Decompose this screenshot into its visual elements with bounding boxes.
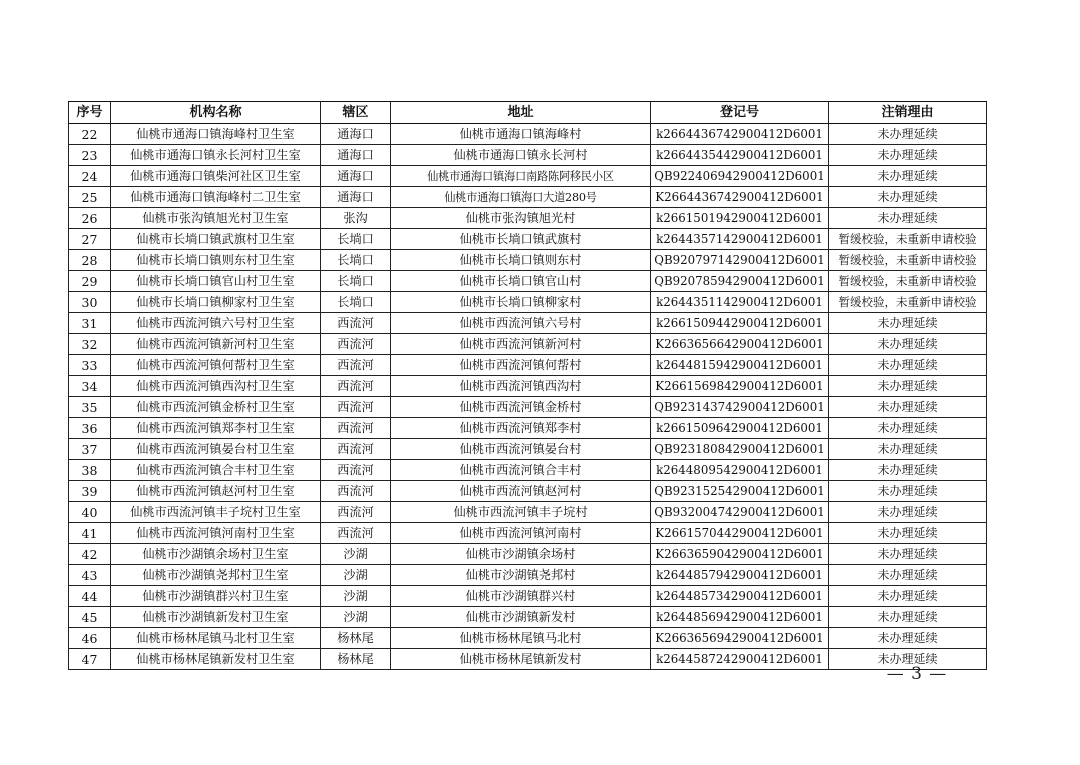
cell-institution-name: 仙桃市沙湖镇新发村卫生室 — [111, 607, 321, 628]
cell-index: 29 — [69, 271, 111, 292]
cell-index: 42 — [69, 544, 111, 565]
table-row — [69, 649, 987, 670]
cell-address: 仙桃市西流河镇西沟村 — [391, 376, 651, 397]
cell-index: 23 — [69, 145, 111, 166]
cell-cancellation-reason: 暂缓校验，未重新申请校验 — [829, 292, 987, 313]
header-index: 序号 — [69, 102, 111, 124]
cell-registration-number: QB923180842900412D6001 — [651, 439, 829, 460]
cell-address: 仙桃市西流河镇晏台村 — [391, 439, 651, 460]
cell-district: 西流河 — [321, 355, 391, 376]
cell-index: 41 — [69, 523, 111, 544]
cell-registration-number: k2661509642900412D6001 — [651, 418, 829, 439]
cell-institution-name: 仙桃市西流河镇新河村卫生室 — [111, 334, 321, 355]
cell-index: 24 — [69, 166, 111, 187]
cell-institution-name: 仙桃市通海口镇柴河社区卫生室 — [111, 166, 321, 187]
cell-district: 通海口 — [321, 166, 391, 187]
cell-cancellation-reason: 未办理延续 — [829, 586, 987, 607]
cell-address: 仙桃市通海口镇海口南路陈阿移民小区 — [391, 166, 651, 187]
cell-address: 仙桃市长埫口镇官山村 — [391, 271, 651, 292]
cell-address: 仙桃市西流河镇郑李村 — [391, 418, 651, 439]
table-row — [69, 397, 987, 418]
cell-cancellation-reason: 未办理延续 — [829, 397, 987, 418]
cell-registration-number: k2644587242900412D6001 — [651, 649, 829, 670]
cell-institution-name: 仙桃市长埫口镇武旗村卫生室 — [111, 229, 321, 250]
cell-district: 沙湖 — [321, 607, 391, 628]
table-row — [69, 565, 987, 586]
cell-institution-name: 仙桃市西流河镇何帮村卫生室 — [111, 355, 321, 376]
table-row — [69, 187, 987, 208]
cell-institution-name: 仙桃市西流河镇金桥村卫生室 — [111, 397, 321, 418]
cell-index: 28 — [69, 250, 111, 271]
cell-index: 30 — [69, 292, 111, 313]
cell-address: 仙桃市西流河镇六号村 — [391, 313, 651, 334]
cell-institution-name: 仙桃市沙湖镇余场村卫生室 — [111, 544, 321, 565]
table-row — [69, 418, 987, 439]
cell-cancellation-reason: 未办理延续 — [829, 418, 987, 439]
cell-registration-number: QB923143742900412D6001 — [651, 397, 829, 418]
cell-registration-number: k2644857342900412D6001 — [651, 586, 829, 607]
table-row — [69, 460, 987, 481]
cell-address: 仙桃市沙湖镇新发村 — [391, 607, 651, 628]
cell-address: 仙桃市长埫口镇柳家村 — [391, 292, 651, 313]
cell-cancellation-reason: 暂缓校验，未重新申请校验 — [829, 271, 987, 292]
cell-institution-name: 仙桃市通海口镇海峰村二卫生室 — [111, 187, 321, 208]
cell-registration-number: k2644857942900412D6001 — [651, 565, 829, 586]
cell-district: 杨林尾 — [321, 628, 391, 649]
cell-district: 西流河 — [321, 418, 391, 439]
cell-district: 沙湖 — [321, 586, 391, 607]
table-row — [69, 607, 987, 628]
cell-address: 仙桃市西流河镇河南村 — [391, 523, 651, 544]
cell-registration-number: k2644809542900412D6001 — [651, 460, 829, 481]
cell-cancellation-reason: 未办理延续 — [829, 145, 987, 166]
cell-index: 46 — [69, 628, 111, 649]
cell-institution-name: 仙桃市沙湖镇群兴村卫生室 — [111, 586, 321, 607]
cell-institution-name: 仙桃市西流河镇丰子垸村卫生室 — [111, 502, 321, 523]
table-row — [69, 523, 987, 544]
cell-address: 仙桃市杨林尾镇新发村 — [391, 649, 651, 670]
cell-index: 44 — [69, 586, 111, 607]
cell-registration-number: QB922406942900412D6001 — [651, 166, 829, 187]
cell-cancellation-reason: 未办理延续 — [829, 439, 987, 460]
header-cancellation-reason: 注销理由 — [829, 102, 987, 124]
cell-cancellation-reason: 暂缓校验，未重新申请校验 — [829, 250, 987, 271]
cell-index: 43 — [69, 565, 111, 586]
deregistration-table — [68, 101, 987, 670]
cell-address: 仙桃市通海口镇海峰村 — [391, 124, 651, 145]
cell-registration-number: K2663656942900412D6001 — [651, 628, 829, 649]
cell-district: 西流河 — [321, 334, 391, 355]
cell-district: 西流河 — [321, 460, 391, 481]
cell-index: 40 — [69, 502, 111, 523]
cell-registration-number: K2661569842900412D6001 — [651, 376, 829, 397]
cell-cancellation-reason: 未办理延续 — [829, 607, 987, 628]
cell-institution-name: 仙桃市西流河镇赵河村卫生室 — [111, 481, 321, 502]
cell-address: 仙桃市西流河镇赵河村 — [391, 481, 651, 502]
cell-index: 31 — [69, 313, 111, 334]
cell-institution-name: 仙桃市长埫口镇官山村卫生室 — [111, 271, 321, 292]
cell-cancellation-reason: 未办理延续 — [829, 481, 987, 502]
cell-district: 西流河 — [321, 481, 391, 502]
cell-registration-number: k2661501942900412D6001 — [651, 208, 829, 229]
cell-index: 35 — [69, 397, 111, 418]
header-row — [69, 102, 987, 124]
cell-district: 西流河 — [321, 313, 391, 334]
cell-address: 仙桃市长埫口镇则东村 — [391, 250, 651, 271]
header-institution-name: 机构名称 — [111, 102, 321, 124]
cell-district: 沙湖 — [321, 565, 391, 586]
cell-district: 张沟 — [321, 208, 391, 229]
cell-index: 39 — [69, 481, 111, 502]
cell-district: 长埫口 — [321, 271, 391, 292]
table-row — [69, 586, 987, 607]
table-row — [69, 250, 987, 271]
cell-institution-name: 仙桃市西流河镇郑李村卫生室 — [111, 418, 321, 439]
cell-district: 通海口 — [321, 187, 391, 208]
cell-address: 仙桃市西流河镇何帮村 — [391, 355, 651, 376]
cell-institution-name: 仙桃市西流河镇合丰村卫生室 — [111, 460, 321, 481]
cell-cancellation-reason: 未办理延续 — [829, 334, 987, 355]
cell-registration-number: k2644357142900412D6001 — [651, 229, 829, 250]
cell-index: 45 — [69, 607, 111, 628]
cell-index: 38 — [69, 460, 111, 481]
table-row — [69, 166, 987, 187]
cell-index: 37 — [69, 439, 111, 460]
cell-district: 西流河 — [321, 523, 391, 544]
cell-institution-name: 仙桃市通海口镇海峰村卫生室 — [111, 124, 321, 145]
cell-district: 通海口 — [321, 145, 391, 166]
cell-institution-name: 仙桃市杨林尾镇新发村卫生室 — [111, 649, 321, 670]
cell-institution-name: 仙桃市西流河镇河南村卫生室 — [111, 523, 321, 544]
table-row — [69, 481, 987, 502]
cell-cancellation-reason: 暂缓校验，未重新申请校验 — [829, 229, 987, 250]
header-district: 辖区 — [321, 102, 391, 124]
cell-address: 仙桃市西流河镇合丰村 — [391, 460, 651, 481]
cell-index: 25 — [69, 187, 111, 208]
table-row — [69, 355, 987, 376]
cell-address: 仙桃市通海口镇海口大道280号 — [391, 187, 651, 208]
cell-district: 长埫口 — [321, 229, 391, 250]
header-registration-number: 登记号 — [651, 102, 829, 124]
cell-district: 长埫口 — [321, 292, 391, 313]
cell-index: 22 — [69, 124, 111, 145]
cell-institution-name: 仙桃市长埫口镇柳家村卫生室 — [111, 292, 321, 313]
cell-index: 32 — [69, 334, 111, 355]
cell-registration-number: k2664436742900412D6001 — [651, 124, 829, 145]
cell-registration-number: QB932004742900412D6001 — [651, 502, 829, 523]
header-address: 地址 — [391, 102, 651, 124]
table-row — [69, 502, 987, 523]
cell-registration-number: k2664435442900412D6001 — [651, 145, 829, 166]
cell-registration-number: K2663656642900412D6001 — [651, 334, 829, 355]
table-row — [69, 229, 987, 250]
cell-cancellation-reason: 未办理延续 — [829, 565, 987, 586]
cell-address: 仙桃市张沟镇旭光村 — [391, 208, 651, 229]
cell-district: 西流河 — [321, 397, 391, 418]
cell-cancellation-reason: 未办理延续 — [829, 649, 987, 670]
cell-institution-name: 仙桃市通海口镇永长河村卫生室 — [111, 145, 321, 166]
cell-cancellation-reason: 未办理延续 — [829, 124, 987, 145]
cell-district: 西流河 — [321, 376, 391, 397]
cell-index: 26 — [69, 208, 111, 229]
table-row — [69, 208, 987, 229]
cell-index: 36 — [69, 418, 111, 439]
cell-cancellation-reason: 未办理延续 — [829, 166, 987, 187]
table-row — [69, 145, 987, 166]
cell-cancellation-reason: 未办理延续 — [829, 376, 987, 397]
table-row — [69, 376, 987, 397]
cell-registration-number: k2661509442900412D6001 — [651, 313, 829, 334]
cell-cancellation-reason: 未办理延续 — [829, 502, 987, 523]
cell-address: 仙桃市沙湖镇群兴村 — [391, 586, 651, 607]
cell-cancellation-reason: 未办理延续 — [829, 544, 987, 565]
cell-cancellation-reason: 未办理延续 — [829, 355, 987, 376]
cell-institution-name: 仙桃市杨林尾镇马北村卫生室 — [111, 628, 321, 649]
cell-index: 47 — [69, 649, 111, 670]
cell-index: 34 — [69, 376, 111, 397]
cell-address: 仙桃市西流河镇金桥村 — [391, 397, 651, 418]
table-row — [69, 544, 987, 565]
cell-cancellation-reason: 未办理延续 — [829, 208, 987, 229]
table-row — [69, 628, 987, 649]
table-row — [69, 124, 987, 145]
cell-registration-number: QB920785942900412D6001 — [651, 271, 829, 292]
table-header — [69, 102, 987, 124]
cell-institution-name: 仙桃市西流河镇晏台村卫生室 — [111, 439, 321, 460]
cell-address: 仙桃市长埫口镇武旗村 — [391, 229, 651, 250]
cell-district: 西流河 — [321, 502, 391, 523]
cell-registration-number: K2663659042900412D6001 — [651, 544, 829, 565]
cell-district: 沙湖 — [321, 544, 391, 565]
cell-cancellation-reason: 未办理延续 — [829, 313, 987, 334]
cell-district: 通海口 — [321, 124, 391, 145]
cell-address: 仙桃市通海口镇永长河村 — [391, 145, 651, 166]
cell-registration-number: k2644815942900412D6001 — [651, 355, 829, 376]
table-body — [69, 124, 987, 670]
table-row — [69, 271, 987, 292]
cell-registration-number: QB923152542900412D6001 — [651, 481, 829, 502]
cell-index: 27 — [69, 229, 111, 250]
cell-address: 仙桃市沙湖镇余场村 — [391, 544, 651, 565]
cell-address: 仙桃市杨林尾镇马北村 — [391, 628, 651, 649]
cell-index: 33 — [69, 355, 111, 376]
cell-district: 西流河 — [321, 439, 391, 460]
cell-address: 仙桃市西流河镇丰子垸村 — [391, 502, 651, 523]
cell-cancellation-reason: 未办理延续 — [829, 187, 987, 208]
cell-cancellation-reason: 未办理延续 — [829, 460, 987, 481]
cell-institution-name: 仙桃市西流河镇西沟村卫生室 — [111, 376, 321, 397]
cell-district: 长埫口 — [321, 250, 391, 271]
cell-institution-name: 仙桃市张沟镇旭光村卫生室 — [111, 208, 321, 229]
cell-cancellation-reason: 未办理延续 — [829, 523, 987, 544]
cell-registration-number: k2644351142900412D6001 — [651, 292, 829, 313]
cell-institution-name: 仙桃市长埫口镇则东村卫生室 — [111, 250, 321, 271]
cell-registration-number: K2664436742900412D6001 — [651, 187, 829, 208]
cell-cancellation-reason: 未办理延续 — [829, 628, 987, 649]
table-row — [69, 292, 987, 313]
table-row — [69, 439, 987, 460]
table-row — [69, 334, 987, 355]
cell-registration-number: k2644856942900412D6001 — [651, 607, 829, 628]
cell-registration-number: K2661570442900412D6001 — [651, 523, 829, 544]
cell-district: 杨林尾 — [321, 649, 391, 670]
cell-address: 仙桃市沙湖镇尧邦村 — [391, 565, 651, 586]
cell-institution-name: 仙桃市西流河镇六号村卫生室 — [111, 313, 321, 334]
page-number: — 3 — — [886, 664, 948, 684]
table-row — [69, 313, 987, 334]
cell-address: 仙桃市西流河镇新河村 — [391, 334, 651, 355]
cell-registration-number: QB920797142900412D6001 — [651, 250, 829, 271]
cell-institution-name: 仙桃市沙湖镇尧邦村卫生室 — [111, 565, 321, 586]
